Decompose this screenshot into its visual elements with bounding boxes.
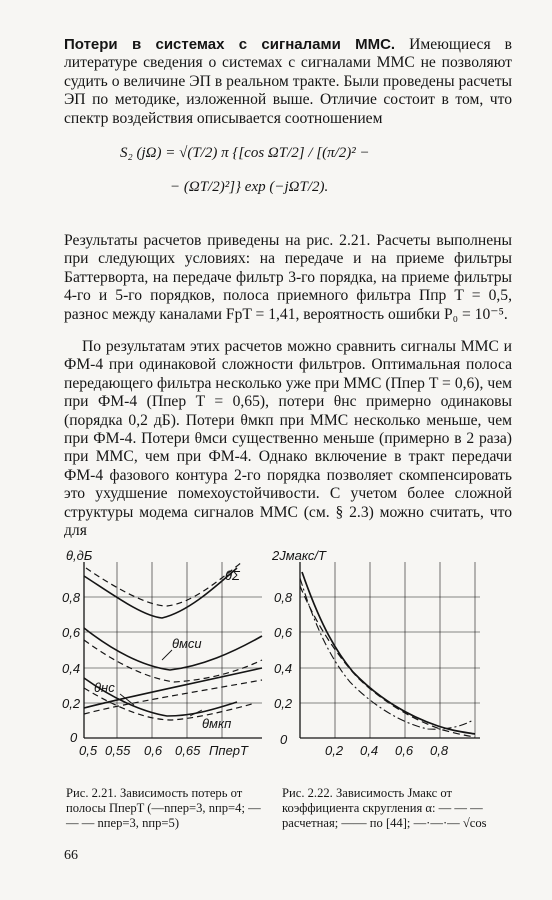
fig221-ytick: 0,6 xyxy=(62,625,81,640)
spectrum-formula xyxy=(120,142,440,198)
fig221-label-mkp: θмкп xyxy=(202,716,232,731)
fig222-ytick: 0,8 xyxy=(274,590,293,605)
fig221-ylabel: θ,дБ xyxy=(66,548,93,563)
fig221-ytick: 0,2 xyxy=(62,696,81,711)
fig221-label-sigma: θΣ xyxy=(225,568,240,583)
figure-2-22-caption: Рис. 2.22. Зависимость Jмакс от коэффициента скругления α: — — — расчетная; —— по [44]; —·—·— √cos xyxy=(282,786,487,830)
fig222-xtick: 0,8 xyxy=(430,743,449,758)
fig222-ytick: 0 xyxy=(280,732,288,747)
figure-2-21-caption: Рис. 2.21. Зависимость потерь от полосы ПперT (—nпер=3, nпр=4; — — — nпер=3, nпр=5) xyxy=(66,786,261,830)
fig222-ylabel: 2Jмакс/T xyxy=(272,548,326,563)
paragraph-3: По результатам этих расчетов можно сравнить сигналы ММС и ФМ-4 при одинаковой сложности фильтров. Оптимальная полоса передающего фильтра несколько уже при ММС (Ппер T = 0,6), чем при ФМ-4 (Ппер T = 0,65), потери θнс примерно одинаковы (порядка 0,2 дБ). Потери θмкп при ММС несколько меньше, чем при ФМ-4. Потери θмси существенно меньше (примерно в 2 раза) при ММС, чем при ФМ-4. Однако включение в тракт передачи ФМ-4 фазового контура 2-го порядка позволяет скомпенсировать это ухудшение помехоустойчивости. С учетом более сложной структуры модема сигналов ММС (см. § 2.3) можно считать, что для xyxy=(64,338,512,540)
fig222-curve-ref44 xyxy=(302,572,475,734)
page-number: 66 xyxy=(64,848,78,863)
figure-2-22 xyxy=(268,548,490,770)
fig222-xtick: 0,4 xyxy=(360,743,379,758)
fig221-xtick: 0,55 xyxy=(105,743,131,758)
fig222-curve-calc xyxy=(300,586,475,737)
fig221-ytick: 0,4 xyxy=(62,661,81,676)
fig221-label-msi: θмси xyxy=(172,636,202,651)
fig221-ytick: 0,8 xyxy=(62,590,81,605)
fig221-xtick: 0,6 xyxy=(144,743,163,758)
paragraph-1 xyxy=(64,36,512,128)
fig222-ytick: 0,6 xyxy=(274,625,293,640)
fig221-xlabel: ПперT xyxy=(209,743,248,758)
fig221-leader-msi xyxy=(162,650,172,660)
fig221-xtick: 0,65 xyxy=(175,743,201,758)
fig221-label-ns: θнс xyxy=(94,680,115,695)
paragraph-2: Результаты расчетов приведены на рис. 2.21. Расчеты выполнены при следующих условиях: на передаче и на приеме фильтры Баттерворта, на передаче фильтр 3-го порядка, на приеме фильтры 4-го и 5-го порядков, полоса приемного фильтра Ппр T = 0,5, разнос между каналами FрT = 1,41, вероятность ошибки P₀ = 10⁻⁵. xyxy=(64,232,512,323)
formula-line-1: S₂ (jΩ) = √(T/2) π {[cos ΩT/2] / [(π/2)² − xyxy=(120,145,370,161)
fig221-curve-sigma-solid xyxy=(84,568,237,618)
fig221-ytick: 0 xyxy=(70,730,78,745)
fig222-ytick: 0,2 xyxy=(274,696,293,711)
paragraph-1-text: Имеющиеся в литературе сведения о системах с сигналами ММС не позволяют судить о величине ЭП в реальном тракте. Были проведены расчеты ЭП по методике, изложенной выше. Отличие состоит в том, что спектр воздействия описывается соотношением xyxy=(64,36,513,127)
section-heading: Потери в системах с сигналами ММС. xyxy=(64,36,396,53)
fig222-ytick: 0,4 xyxy=(274,661,293,676)
fig222-xtick: 0,6 xyxy=(395,743,414,758)
fig221-xtick: 0,5 xyxy=(79,743,98,758)
figure-2-21 xyxy=(62,548,267,770)
formula-line-2: − (ΩT/2)²]} exp (−jΩT/2). xyxy=(170,179,329,195)
fig222-curve-sqrtcos xyxy=(300,578,473,729)
fig222-xtick: 0,2 xyxy=(325,743,344,758)
